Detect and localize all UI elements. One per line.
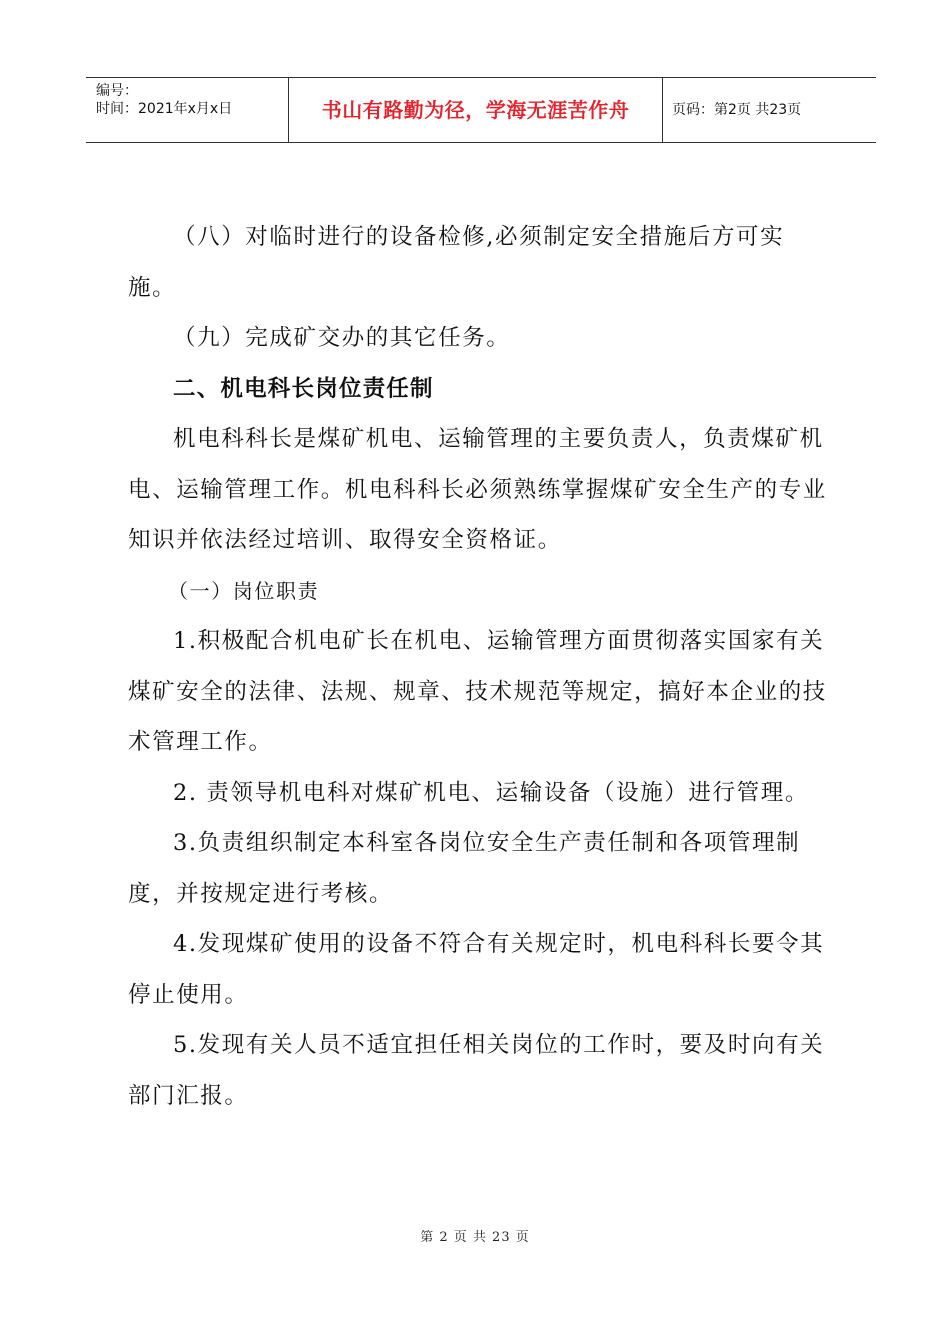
paragraph: （九）完成矿交办的其它任务。 [173, 325, 511, 351]
paragraph: 3.负责组织制定本科室各岗位安全生产责任制和各项管理制度，并按规定进行考核。 [128, 830, 801, 907]
paragraph: 1.积极配合机电矿长在机电、运输管理方面贯彻落实国家有关煤矿安全的法律、法规、规章、技术规范等规定，搞好本企业的技术管理工作。 [128, 628, 827, 755]
header-motto: 书山有路勤为径，学海无涯苦作舟 [321, 98, 630, 122]
section-heading: 二、机电科长岗位责任制 [173, 375, 434, 402]
header-meta [96, 82, 232, 118]
paragraph: （八）对临时进行的设备检修,必须制定安全措施后方可实施。 [128, 224, 785, 301]
page-header [86, 77, 876, 143]
paragraph: 2. 责领导机电科对煤矿机电、运输设备（设施）进行管理。 [173, 779, 809, 806]
page-footer: 第 2 页 共 23 页 [420, 1230, 530, 1245]
paragraph: 机电科科长是煤矿机电、运输管理的主要负责人，负责煤矿机电、运输管理工作。机电科科长必须熟练掌握煤矿安全生产的专业知识并依法经过培训、取得安全资格证。 [128, 426, 827, 553]
document-date: 时间：2021年x月x日 [96, 101, 233, 117]
header-page-info: 页码：第2页 共23页 [672, 102, 802, 118]
document-number-label: 编号： [96, 83, 138, 99]
document-body [128, 212, 828, 1121]
paragraph: 4.发现煤矿使用的设备不符合有关规定时，机电科科长要令其停止使用。 [128, 931, 825, 1008]
subsection-heading: （一）岗位职责 [168, 578, 320, 603]
paragraph: 5.发现有关人员不适宜担任相关岗位的工作时，要及时向有关部门汇报。 [128, 1032, 825, 1109]
header-divider-right [662, 78, 663, 142]
